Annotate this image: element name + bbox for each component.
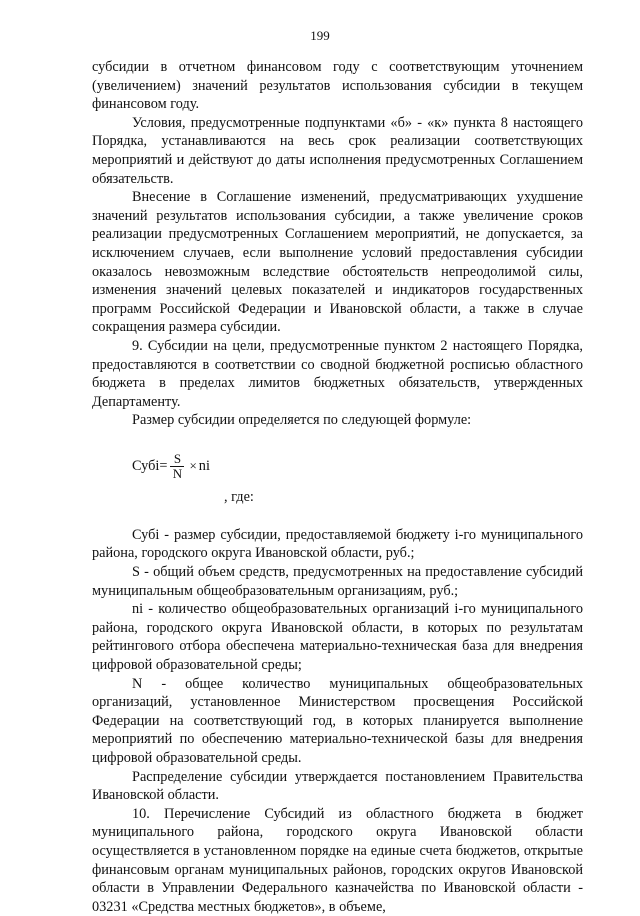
- paragraph: N - общее количество муниципальных общеобразовательных организаций, установленное Министерством просвещения Российской Федерации на соответствующий год, в которых планируется выполнение мероприятий по обеспечению материально-технической базы для внедрения цифровой образовательной среды.: [92, 675, 583, 766]
- formula-lhs: Субi=: [132, 458, 168, 475]
- paragraph: ni - количество общеобразовательных организаций i-го муниципального района, городского округа Ивановской области, в которых по результатам рейтингового отбора обеспечена материально-техническая база для внедрения цифровой образовательной среды;: [92, 601, 583, 674]
- document-body: [92, 58, 583, 916]
- paragraph: 9. Субсидии на цели, предусмотренные пунктом 2 настоящего Порядка, предоставляются в соответствии со сводной бюджетной росписью областного бюджета в пределах лимитов бюджетных обязательств, утвержденных Департаменту.: [92, 337, 583, 410]
- paragraph: Размер субсидии определяется по следующей формуле:: [132, 412, 472, 429]
- paragraph: Субi - размер субсидии, предоставляемой бюджету i-го муниципального района, городского округа Ивановской области, руб.;: [92, 526, 583, 562]
- paragraph: S - общий объем средств, предусмотренных на предоставление субсидий муниципальным общеобразовательным организациям, руб.;: [92, 564, 583, 599]
- paragraph: 10. Перечисление Субсидий из областного бюджета в бюджет муниципального района, городского округа Ивановской области осуществляется в установленном порядке на единые счета бюджетов, открытые финансовым органам муниципальных районов, городских округов Ивановской области в Управлении Федерального казначейства по Ивановской области - 03231 «Средства местных бюджетов», в объеме,: [92, 805, 583, 915]
- paragraph: субсидии в отчетном финансовом году с соответствующим уточнением (увеличением) значений результатов использования субсидии в текущем финансовом году.: [92, 59, 583, 113]
- paragraph: Распределение субсидии утверждается постановлением Правительства Ивановской области.: [92, 768, 583, 804]
- page-number: 199: [310, 28, 330, 43]
- paragraph: Условия, предусмотренные подпунктами «б» - «к» пункта 8 настоящего Порядка, устанавливаются на весь срок реализации соответствующих мероприятий и действуют до даты исполнения предусмотренных Соглашением обязательств.: [92, 114, 583, 187]
- formula-numerator: S: [173, 450, 182, 466]
- formula-times: ×: [189, 458, 197, 474]
- formula-block: [92, 430, 583, 526]
- formula-factor: ni: [198, 458, 210, 475]
- paragraph: Внесение в Соглашение изменений, предусматривающих ухудшение значений результатов использования субсидии, а также увеличение сроков реализации предусмотренных Соглашением мероприятий, не допускается, за исключением случаев, если выполнение условий предоставления субсидии оказалось невозможным вследствие обстоятельств непреодолимой силы, изменения значений целевых показателей и индикаторов государственных программ Российской Федерации и Ивановской области, а также в случае сокращения размера субсидии.: [92, 189, 583, 336]
- formula-denominator: N: [172, 465, 183, 481]
- formula-fraction: [170, 452, 184, 481]
- subsidy-formula: [132, 452, 210, 481]
- formula-where: , где:: [224, 488, 254, 505]
